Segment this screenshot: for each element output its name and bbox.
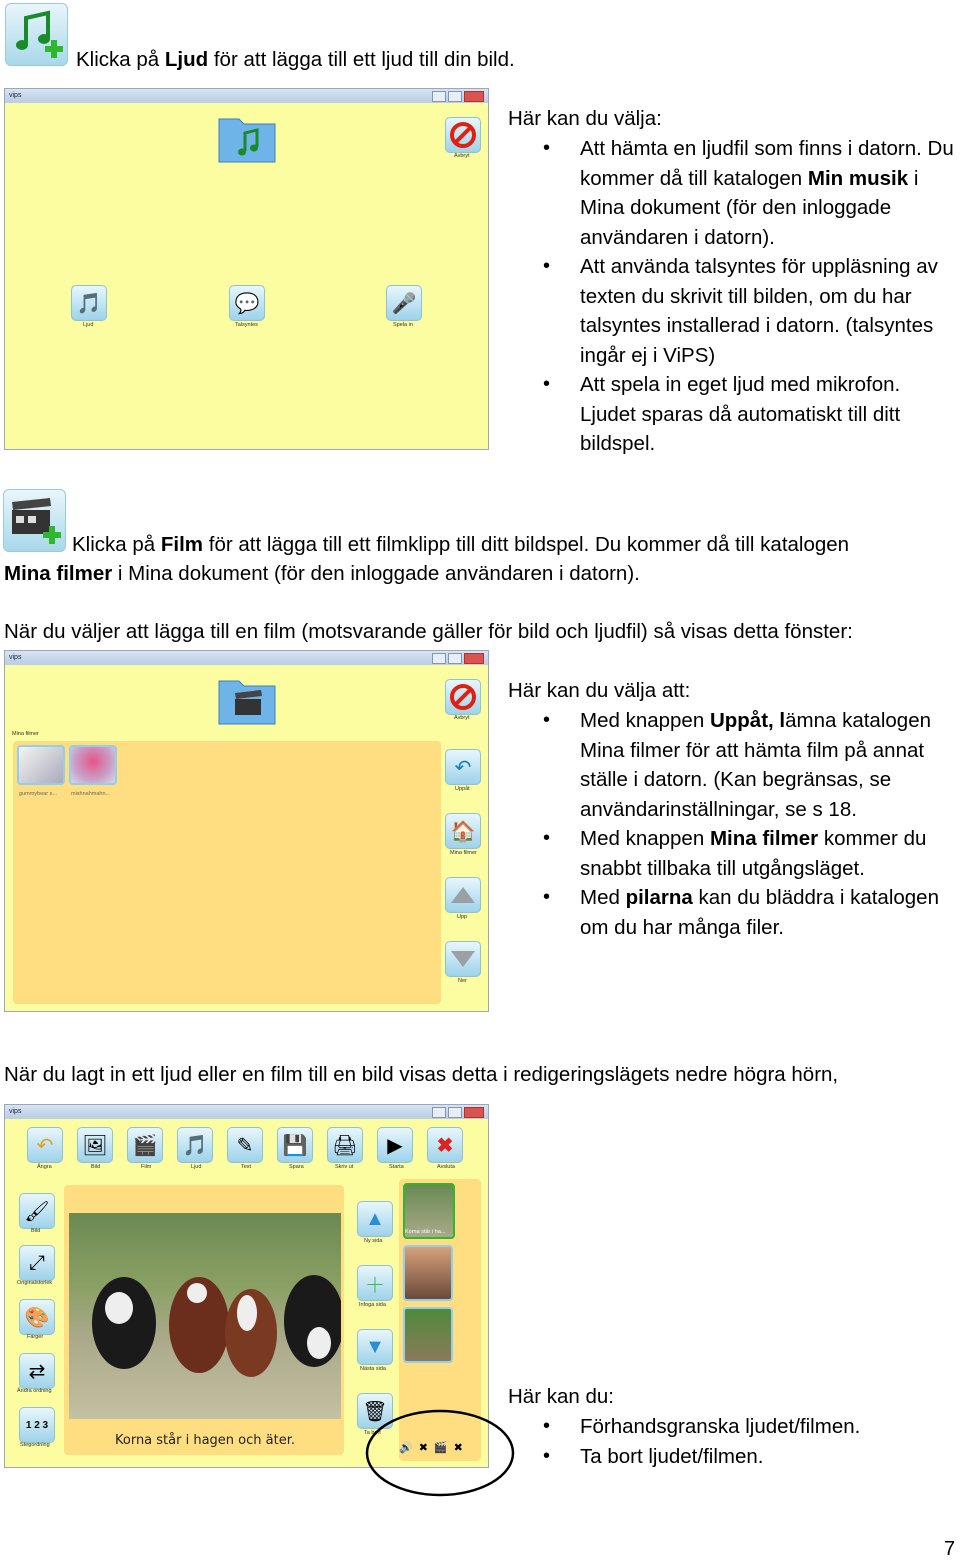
close-button[interactable]	[464, 91, 484, 102]
ljud-button[interactable]: 🎵	[71, 285, 107, 321]
up-label: Upp	[457, 914, 468, 920]
highlight-ellipse	[364, 1408, 516, 1498]
slide-caption: Korna står i hagen och äter.	[115, 1433, 295, 1448]
insert-page-button[interactable]: ＋	[357, 1265, 393, 1301]
list-item: • Förhandsgranska ljudet/filmen.	[507, 1412, 957, 1442]
record-label: Spela in	[393, 322, 413, 328]
delete-film-icon[interactable]: ✖	[453, 1442, 463, 1454]
up-folder-label: Uppåt	[455, 786, 470, 792]
talsyntes-button[interactable]: 💬	[229, 285, 265, 321]
toolbar-label: Starta	[389, 1164, 404, 1170]
minimize-button[interactable]	[432, 91, 446, 102]
window-titlebar	[5, 1105, 488, 1119]
film-window-para: När du väljer att lägga till en film (motsvarande gäller för bild och ljudfil) så visas detta fönster:	[4, 620, 853, 643]
talsyntes-label: Talsyntes	[235, 322, 258, 328]
sound-options-list	[507, 134, 957, 459]
film-add-icon	[3, 489, 66, 552]
toolbar-label: Ljud	[191, 1164, 202, 1170]
edit-options-heading: Här kan du:	[508, 1385, 614, 1408]
house-icon: 🏠	[450, 820, 476, 843]
maximize-button[interactable]	[448, 1107, 462, 1118]
cows-photo	[69, 1213, 341, 1419]
side-label: Färger	[27, 1334, 44, 1340]
edit-mode-para: När du lagt in ett ljud eller en film till en bild visas detta i redigeringslägets nedre högra hörn,	[4, 1063, 839, 1086]
film-options-heading: Här kan du välja att:	[508, 679, 691, 702]
close-button[interactable]	[464, 653, 484, 664]
file-name: mishnahmahn...	[71, 791, 111, 797]
toolbar-label: Skriv ut	[335, 1164, 354, 1170]
cancel-button[interactable]	[445, 679, 481, 715]
print-button[interactable]: 🖨	[327, 1127, 363, 1163]
step-order-button[interactable]: 1 2 3	[19, 1407, 55, 1443]
maximize-button[interactable]	[448, 653, 462, 664]
side-label: Bild	[31, 1228, 41, 1234]
list-item: • Ta bort ljudet/filmen.	[507, 1442, 957, 1472]
preview-sound-icon[interactable]: 🔊	[399, 1442, 413, 1454]
list-item: • Med knappen Mina filmer kommer du snabbt tillbaka till utgångsläget.	[507, 824, 959, 883]
minimize-button[interactable]	[432, 653, 446, 664]
page-thumbnail[interactable]	[403, 1307, 453, 1363]
film-intro-line1: Klicka på Film för att lägga till ett filmklipp till ditt bildspel. Du kommer då till katalogen	[72, 533, 850, 556]
scroll-up-button[interactable]	[445, 877, 481, 913]
add-sound-button[interactable]: 🎵	[177, 1127, 213, 1163]
list-item: • Med knappen Uppåt, lämna katalogen Mina filmer för att hämta film på annat ställe i datorn. (Kan begränsas, se användarinställningar, se s 18.	[507, 706, 959, 824]
toolbar-label: Text	[241, 1164, 252, 1170]
new-page-button[interactable]: ▲	[357, 1201, 393, 1237]
delete-page-button[interactable]: 🗑	[357, 1393, 393, 1429]
close-button[interactable]	[464, 1107, 484, 1118]
mid-label: Ta bort	[364, 1430, 381, 1436]
delete-sound-icon[interactable]: ✖	[418, 1442, 428, 1454]
cancel-label: Avbryt	[454, 153, 470, 159]
film-options-list	[507, 706, 959, 942]
music-folder-icon	[217, 111, 277, 165]
list-item: • Att använda talsyntes för uppläsning av texten du skrivit till bilden, om du har talsyntes installerad i datorn. (talsyntes ingår ej i ViPS)	[507, 252, 957, 370]
ljud-label: Ljud	[83, 322, 94, 328]
toolbar-label: Film	[141, 1164, 152, 1170]
add-image-button[interactable]: 🖼	[77, 1127, 113, 1163]
music-note-add-icon	[5, 3, 68, 66]
toolbar-label: Avsluta	[437, 1164, 455, 1170]
cancel-button[interactable]	[445, 117, 481, 153]
sound-intro: Klicka på Ljud för att lägga till ett ljud till din bild.	[76, 48, 515, 71]
add-film-button[interactable]: 🎬	[127, 1127, 163, 1163]
window-title: vips	[9, 1108, 22, 1115]
file-thumb[interactable]	[17, 745, 65, 785]
undo-button[interactable]: ↶	[27, 1127, 63, 1163]
page-number: 7	[944, 1538, 956, 1560]
down-label: Ner	[458, 978, 467, 984]
preview-film-icon[interactable]: 🎬	[433, 1442, 448, 1454]
film-dialog-window	[4, 650, 489, 1012]
arrow-up-folder-icon: ↶	[454, 756, 472, 779]
home-button[interactable]	[445, 813, 481, 849]
toolbar-label: Bild	[91, 1164, 101, 1170]
window-title: vips	[9, 654, 22, 661]
list-item: • Med pilarna kan du bläddra i katalogen om du har många filer.	[507, 883, 959, 942]
save-button[interactable]: 💾	[277, 1127, 313, 1163]
edit-options-list	[507, 1412, 957, 1471]
page-thumbnail[interactable]	[403, 1245, 453, 1301]
start-button[interactable]: ▶	[377, 1127, 413, 1163]
toolbar-label: Spara	[289, 1164, 304, 1170]
side-label: Stegordning	[20, 1442, 50, 1448]
scroll-down-button[interactable]	[445, 941, 481, 977]
maximize-button[interactable]	[448, 91, 462, 102]
colors-button[interactable]: 🎨	[19, 1299, 55, 1335]
sound-dialog-window	[4, 88, 489, 450]
home-label: Mina filmer	[450, 850, 477, 856]
list-item: • Att spela in eget ljud med mikrofon. Ljudet sparas då automatiskt till ditt bildspel.	[507, 370, 957, 459]
mid-label: Ny sida	[364, 1238, 383, 1244]
reorder-button[interactable]: ⇄	[19, 1353, 55, 1389]
window-titlebar	[5, 651, 488, 665]
up-folder-button[interactable]	[445, 749, 481, 785]
window-title: vips	[9, 92, 22, 99]
next-page-button[interactable]: ▼	[357, 1329, 393, 1365]
cancel-label: Avbryt	[454, 715, 470, 721]
file-name: gummybear s...	[19, 791, 57, 797]
sound-options-heading: Här kan du välja:	[508, 107, 662, 130]
record-button[interactable]: 🎤	[386, 285, 422, 321]
file-thumb[interactable]	[69, 745, 117, 785]
side-label: Originalstorlek	[17, 1280, 53, 1286]
side-label: Ändra ordning	[17, 1388, 52, 1394]
exit-button[interactable]: ✖	[427, 1127, 463, 1163]
mid-label: Infoga sida	[359, 1302, 386, 1308]
toolbar-label: Ångra	[37, 1164, 52, 1170]
add-text-button[interactable]: ✎	[227, 1127, 263, 1163]
image-button[interactable]: 🖌	[19, 1193, 55, 1229]
window-titlebar	[5, 89, 488, 103]
minimize-button[interactable]	[432, 1107, 446, 1118]
thumb-caption: Korna står i ha...	[405, 1229, 446, 1235]
mid-label: Nästa sida	[360, 1366, 386, 1372]
folder-label: Mina filmer	[12, 731, 39, 737]
original-size-button[interactable]: ⤢	[19, 1245, 55, 1281]
film-folder-icon	[217, 673, 277, 727]
film-intro-line2: Mina filmer i Mina dokument (för den inloggade användaren i datorn).	[4, 562, 640, 585]
list-item: • Att hämta en ljudfil som finns i datorn. Du kommer då till katalogen Min musik i Mina dokument (för den inloggade användaren i datorn).	[507, 134, 957, 252]
